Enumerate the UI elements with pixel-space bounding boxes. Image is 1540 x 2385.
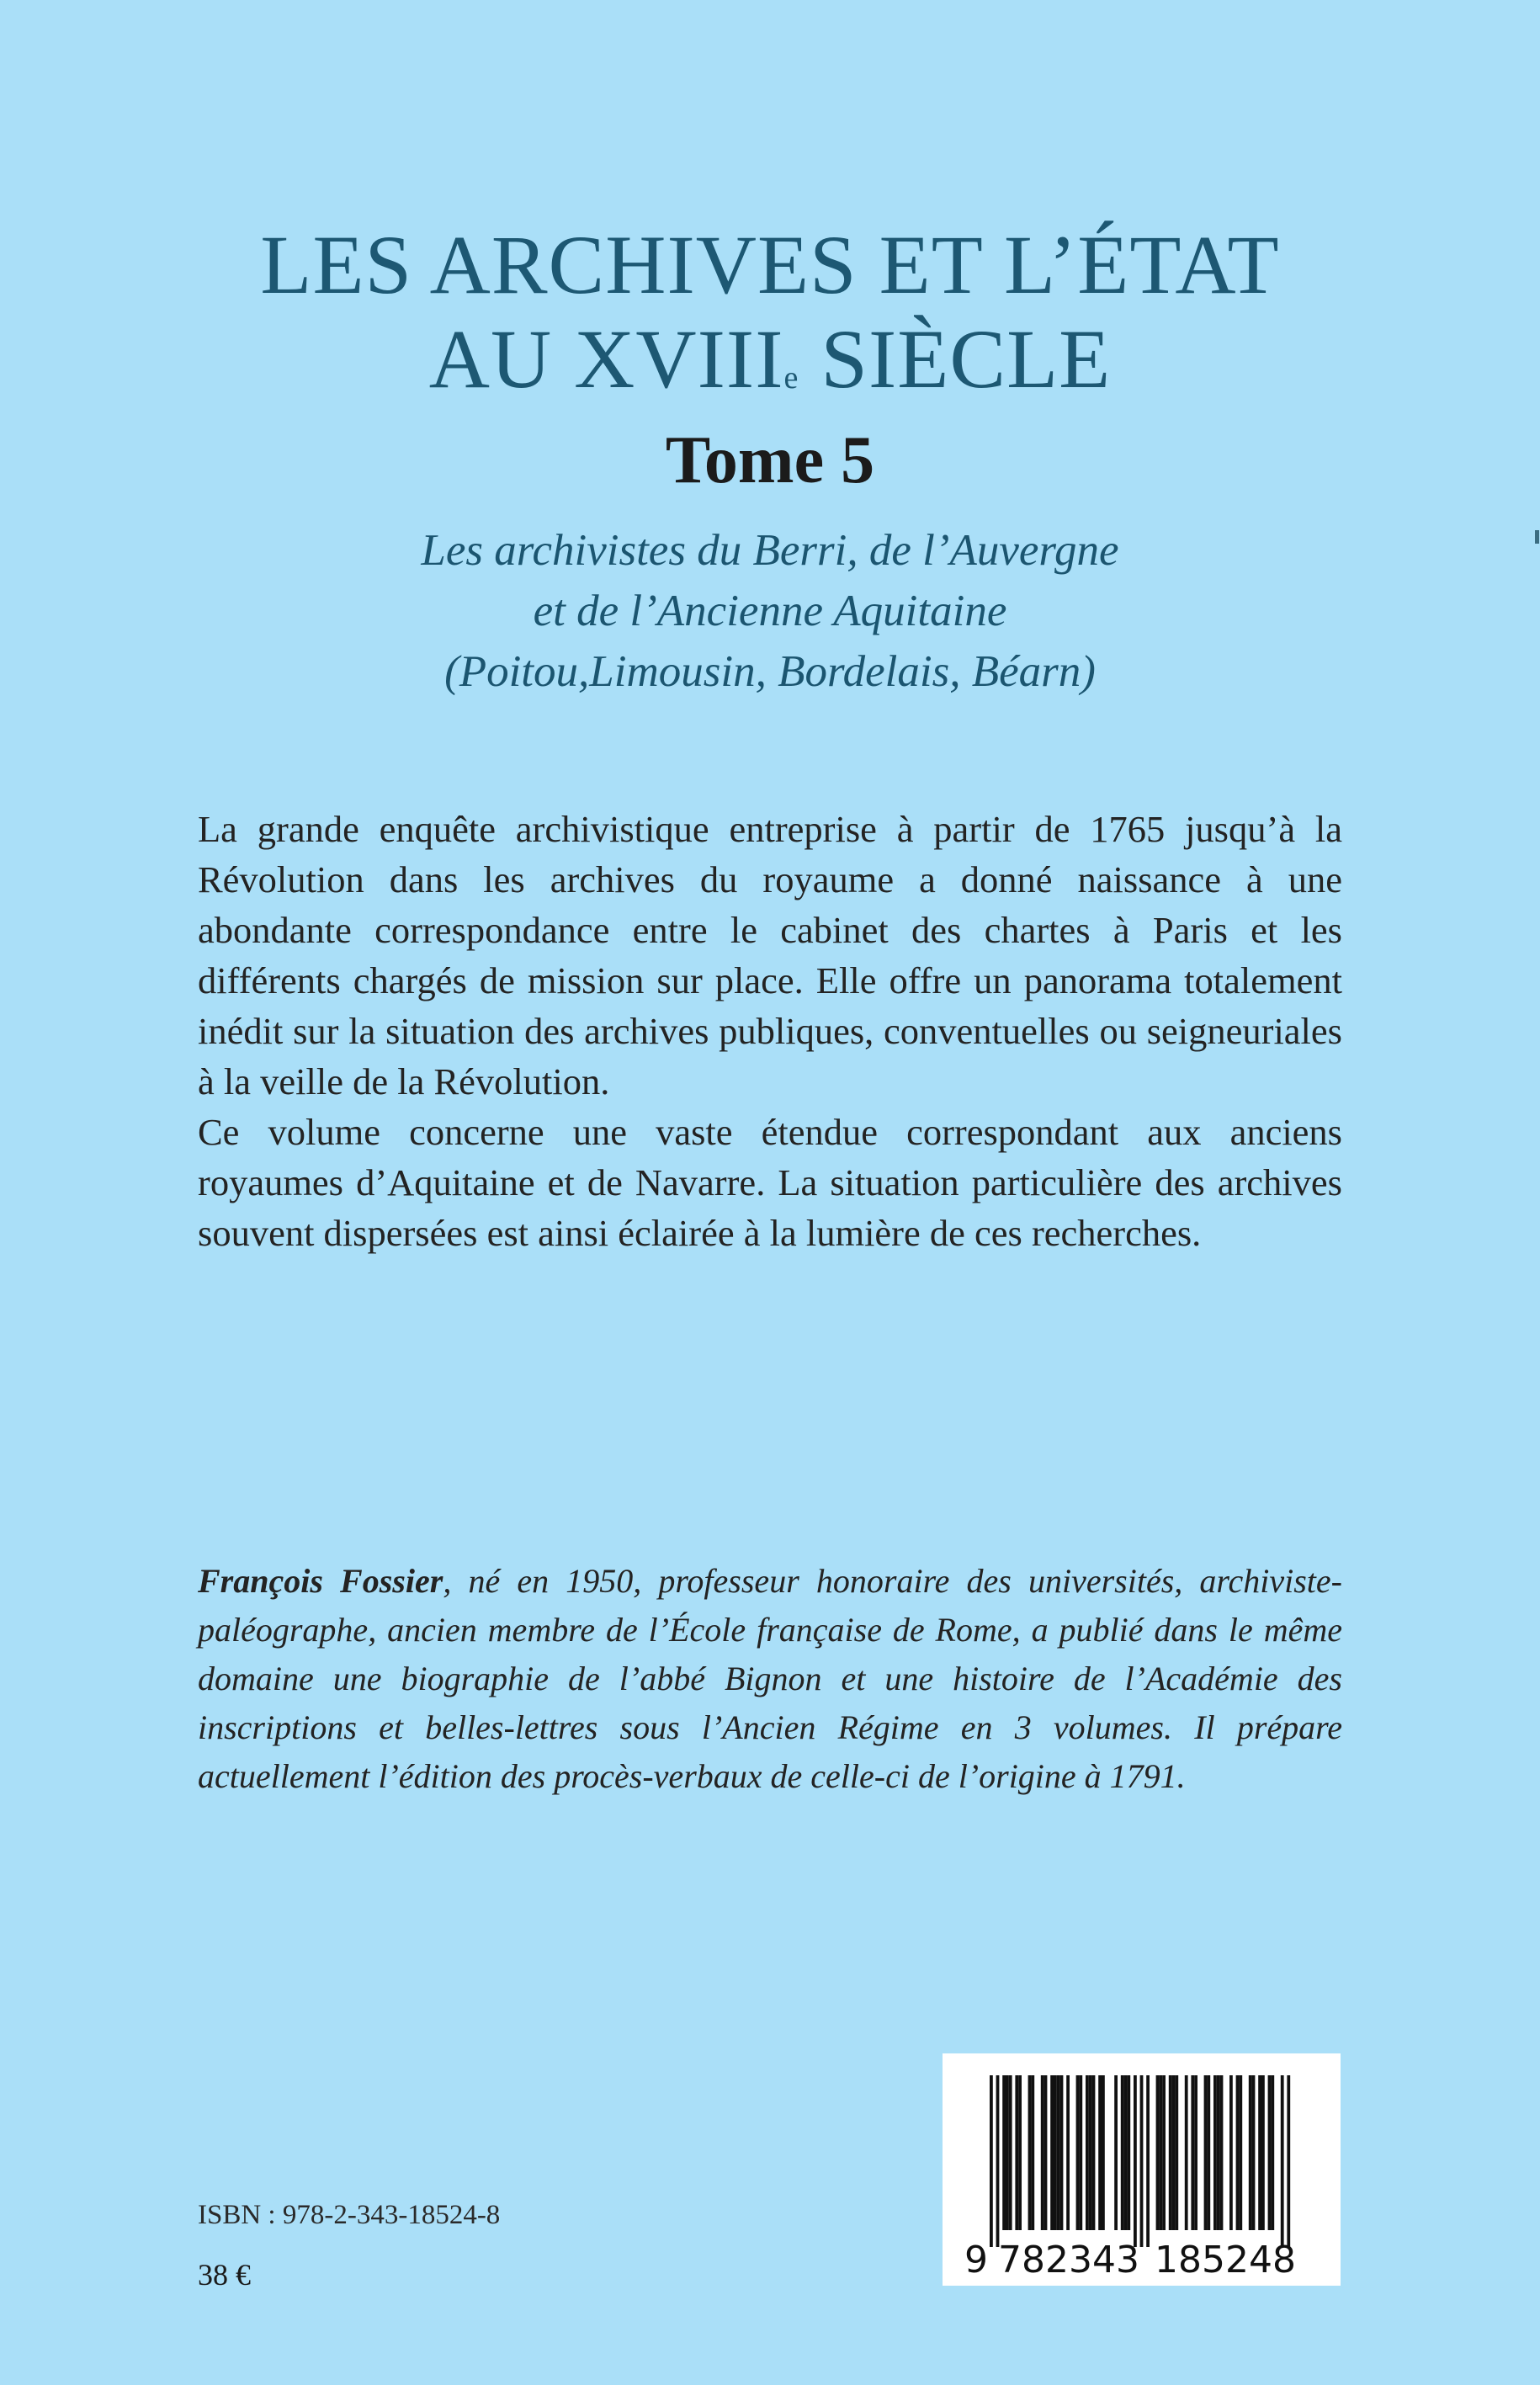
barcode-bar <box>1172 2075 1176 2230</box>
barcode-bar <box>1079 2075 1082 2230</box>
subtitle-line: (Poitou,Limousin, Bordelais, Béarn) <box>444 647 1096 696</box>
barcode-bar <box>1287 2075 1290 2247</box>
book-subtitle <box>0 520 1540 702</box>
barcode-bar <box>1252 2075 1256 2230</box>
barcode-bar <box>1185 2075 1188 2230</box>
barcode-bar <box>1124 2075 1128 2230</box>
book-title-line-2 <box>0 313 1540 406</box>
barcode-bar <box>1054 2075 1057 2230</box>
barcode-bar <box>1207 2075 1210 2230</box>
title-superscript: e <box>783 360 799 396</box>
barcode-bar <box>1028 2075 1032 2230</box>
barcode-bar <box>1204 2075 1208 2230</box>
barcode-bar <box>1060 2075 1064 2230</box>
barcode-digits-left: 782343 <box>998 2239 1139 2281</box>
barcode-bar <box>1146 2075 1150 2247</box>
barcode-digit-first: 9 <box>964 2239 988 2281</box>
barcode-bar <box>996 2075 1000 2247</box>
back-cover-blurb <box>198 804 1342 1258</box>
isbn-number: ISBN : 978-2-343-18524-8 <box>198 2200 501 2230</box>
barcode-bar <box>1102 2075 1105 2230</box>
barcode-bar <box>1281 2075 1284 2247</box>
barcode-icon <box>943 2053 1341 2286</box>
barcode-bar <box>1002 2075 1006 2230</box>
barcode-bar <box>990 2075 993 2247</box>
blurb-paragraph-1: La grande enquête archivistique entreprise à partir de 1765 jusqu’à la Révolution dans les archives du royaume a donné naissance à une abondante correspondance entre le cabinet des chartes à Paris et les différents chargés de mission sur place. Elle offre un panorama totalement inédit sur la situation des archives publiques, conventuelles ou seigneuriales à la veille de la Révolution. <box>198 808 1342 1102</box>
price: 38 € <box>198 2258 251 2292</box>
subtitle-line: Les archivistes du Berri, de l’Auvergne <box>421 526 1119 575</box>
barcode-bar <box>1134 2075 1137 2247</box>
barcode-bar <box>1175 2075 1178 2230</box>
barcode-bar <box>1249 2075 1252 2230</box>
barcode-bar <box>1098 2075 1102 2230</box>
barcode-bar <box>1261 2075 1265 2230</box>
barcode-bar <box>1217 2075 1220 2230</box>
barcode-bar <box>1057 2075 1060 2230</box>
barcode-bar <box>1050 2075 1054 2230</box>
author-bio-text: , né en 1950, professeur honoraire des universités, archiviste-paléographe, ancien membre de l’École française de Rome, a publié dans le même domaine une biographie de l’abbé Bignon et une histoire de l’Académie des inscriptions et belles-lettres sous l’Ancien Régime en 3 volumes. Il prépare actuellement l’édition des procès-verbaux de celle-ci de l’origine à 1791. <box>198 1562 1342 1795</box>
barcode-bar <box>1239 2075 1242 2230</box>
barcode-bar <box>1140 2075 1144 2247</box>
barcode-bar <box>1031 2075 1034 2230</box>
barcode-bar <box>1044 2075 1048 2230</box>
barcode-bar <box>1236 2075 1240 2230</box>
barcode-bar <box>1076 2075 1080 2230</box>
subtitle-line: et de l’Ancienne Aquitaine <box>533 587 1007 635</box>
author-name: François Fossier <box>198 1562 443 1600</box>
barcode-bars <box>990 2075 1290 2247</box>
barcode-bar <box>1066 2075 1070 2230</box>
barcode <box>943 2053 1341 2286</box>
tome-number: Tome 5 <box>665 423 875 497</box>
barcode-bar <box>1271 2075 1274 2230</box>
book-title-line-1: LES ARCHIVES ET L’ÉTAT <box>260 218 1280 311</box>
barcode-bar <box>1258 2075 1261 2230</box>
edge-mark <box>1535 530 1539 544</box>
barcode-bar <box>1092 2075 1096 2230</box>
barcode-bar <box>1041 2075 1044 2230</box>
barcode-bar <box>1121 2075 1124 2230</box>
barcode-bar <box>1127 2075 1130 2230</box>
title-century: AU XVIII <box>428 312 784 406</box>
barcode-bar <box>1229 2075 1233 2230</box>
barcode-bar <box>1162 2075 1166 2230</box>
barcode-bar <box>1006 2075 1009 2230</box>
barcode-bar <box>1015 2075 1018 2230</box>
barcode-bar <box>1191 2075 1194 2230</box>
barcode-bar <box>1089 2075 1092 2230</box>
barcode-bar <box>1114 2075 1118 2230</box>
barcode-bar <box>1009 2075 1012 2230</box>
barcode-bar <box>1213 2075 1217 2230</box>
barcode-bar <box>1194 2075 1197 2230</box>
author-biography <box>198 1557 1342 1801</box>
barcode-bar <box>1156 2075 1160 2230</box>
barcode-digits-right: 185248 <box>1155 2239 1296 2281</box>
barcode-bar <box>1268 2075 1272 2230</box>
barcode-bar <box>1018 2075 1022 2230</box>
barcode-bar <box>1086 2075 1089 2230</box>
barcode-bar <box>1169 2075 1172 2230</box>
barcode-bar <box>1220 2075 1224 2230</box>
title-siecle: SIÈCLE <box>799 312 1112 406</box>
barcode-bar <box>1159 2075 1162 2230</box>
blurb-paragraph-2: Ce volume concerne une vaste étendue correspondant aux anciens royaumes d’Aquitaine et de Navarre. La situation particulière des archives souvent dispersées est ainsi éclairée à la lumière de ces recherches. <box>198 1111 1342 1254</box>
